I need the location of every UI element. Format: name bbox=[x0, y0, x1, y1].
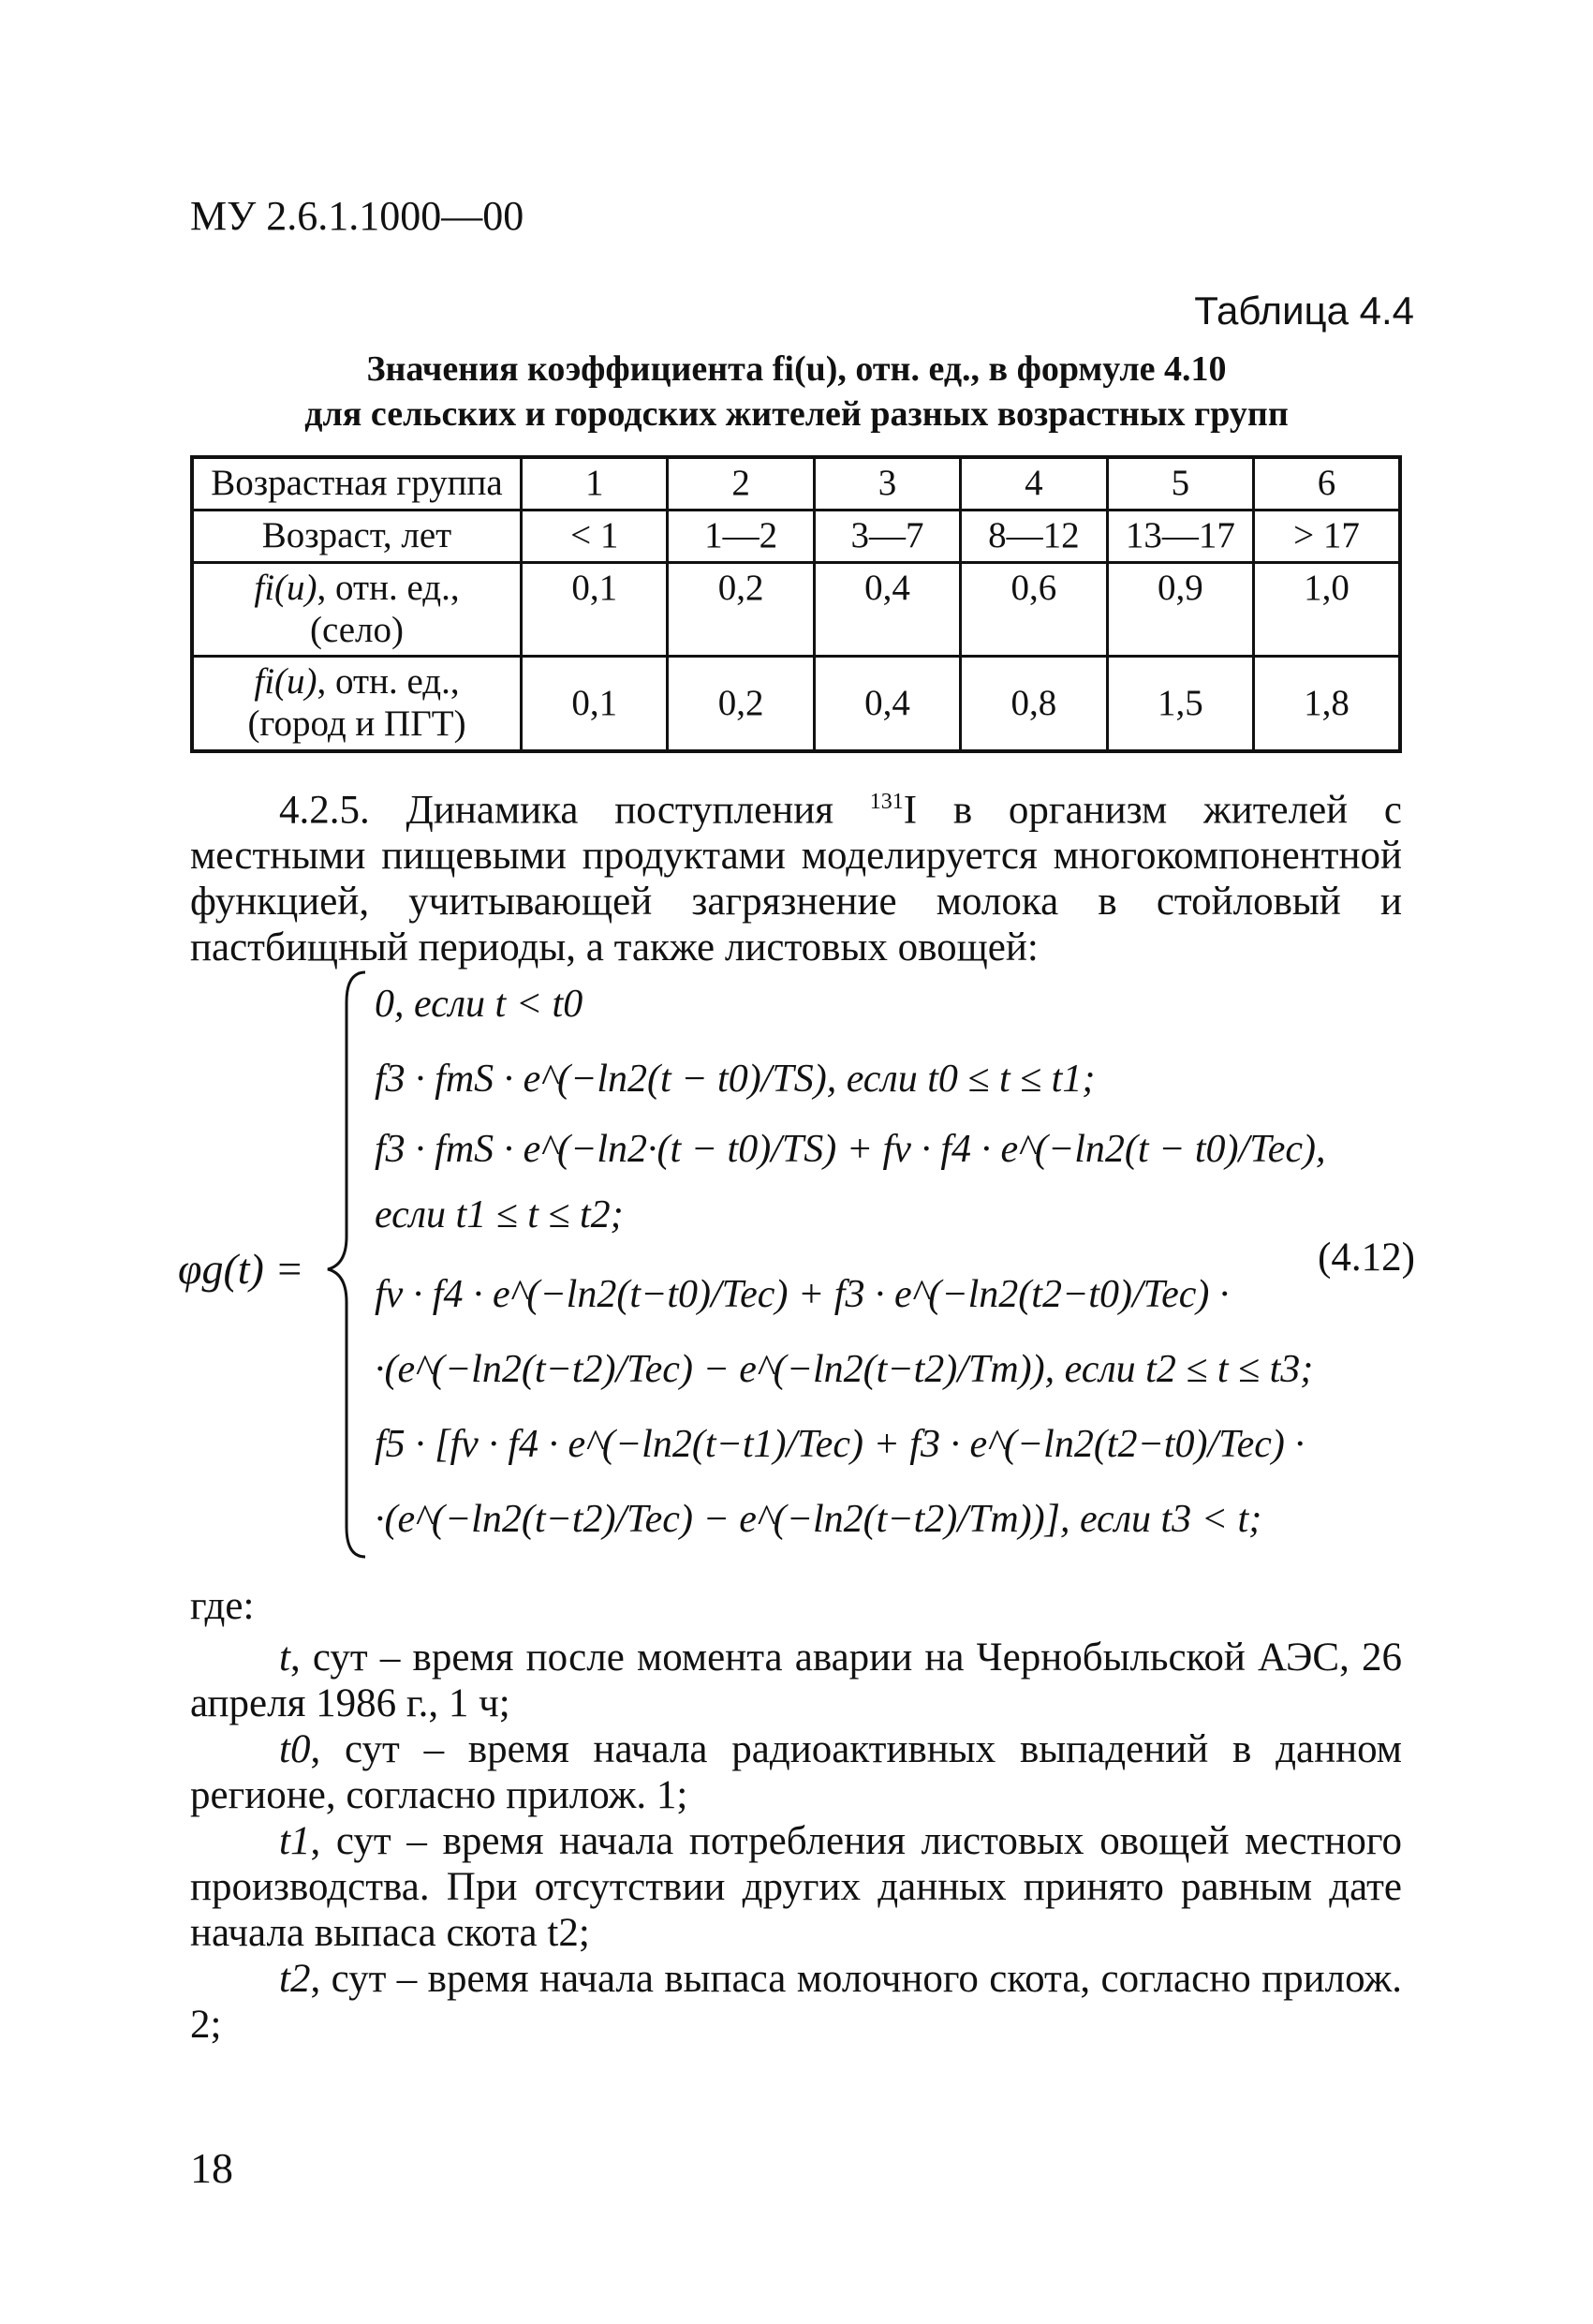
row-header-text: (город и ПГТ) bbox=[247, 703, 466, 745]
formula-lhs: φg(t) = bbox=[178, 1245, 304, 1293]
formula-line: f3 · fmS · e^(−ln2(t − t0)/TS), если t0 ≤ t ≤ t1; bbox=[375, 1058, 1096, 1101]
table-row bbox=[192, 657, 1400, 751]
isotope-symbol: I bbox=[903, 788, 918, 833]
table-row bbox=[192, 562, 1400, 657]
table-cell: 1,8 bbox=[1254, 657, 1400, 751]
where-label: где: bbox=[190, 1584, 255, 1628]
table-cell: < 1 bbox=[522, 510, 668, 562]
table-cell: 1,5 bbox=[1107, 657, 1253, 751]
formula-4-12 bbox=[178, 965, 1414, 1564]
definition-text: , сут – время начала радиоактивных выпадений в данном регионе, согласно прилож. 1; bbox=[190, 1727, 1402, 1817]
row-header-text: (село) bbox=[309, 609, 405, 650]
table-cell: 0,1 bbox=[522, 657, 668, 751]
row-header-symbol: fi(u) bbox=[254, 661, 317, 703]
definition-item bbox=[190, 1818, 1402, 1956]
table-cell: 5 bbox=[1107, 457, 1253, 510]
table-caption-line1: Значения коэффициента fi(u), отн. ед., в формуле 4.10 bbox=[366, 349, 1227, 389]
row-header bbox=[192, 657, 522, 751]
table-cell: 1,0 bbox=[1254, 562, 1400, 657]
formula-line: ·(e^(−ln2(t−t2)/Tec) − e^(−ln2(t−t2)/Tm)), если t2 ≤ t ≤ t3; bbox=[375, 1348, 1314, 1391]
table-cell: 0,1 bbox=[522, 562, 668, 657]
table-label: Таблица 4.4 bbox=[1194, 289, 1414, 333]
equation-number: (4.12) bbox=[1318, 1236, 1415, 1280]
definition-item bbox=[190, 1726, 1402, 1818]
section-text: в организм жителей с местными пищевыми продуктами моделируется многокомпонентной функцией, учитывающей загрязнение молока в стойловый и пастбищный периоды, а также листовых овощей: bbox=[190, 788, 1403, 970]
definition-text: , сут – время начала потребления листовых овощей местного производства. При отсутствии других данных принято равным дате начала выпаса скота t2; bbox=[190, 1819, 1402, 1955]
document-code: МУ 2.6.1.1000—00 bbox=[190, 193, 524, 239]
row-header: Возраст, лет bbox=[192, 510, 522, 562]
table-cell: 1—2 bbox=[668, 510, 814, 562]
table-cell: 3—7 bbox=[814, 510, 960, 562]
section-number: 4.2.5. bbox=[279, 788, 370, 833]
table-cell: 0,6 bbox=[961, 562, 1107, 657]
row-header bbox=[192, 562, 522, 657]
formula-brace bbox=[328, 972, 365, 1557]
table-cell: 0,4 bbox=[814, 657, 960, 751]
page-number: 18 bbox=[190, 2144, 233, 2192]
definition-symbol: t0 bbox=[279, 1727, 311, 1771]
coefficient-table bbox=[190, 455, 1402, 753]
row-header: Возрастная группа bbox=[192, 457, 522, 510]
row-header-text: , отн. ед., bbox=[317, 661, 460, 703]
table-cell: 6 bbox=[1254, 457, 1400, 510]
definition-item bbox=[190, 1956, 1402, 2048]
formula-line: 0, если t < t0 bbox=[375, 983, 583, 1026]
formula-line: fv · f4 · e^(−ln2(t−t0)/Tec) + f3 · e^(−ln2(t2−t0)/Tec) · bbox=[375, 1273, 1230, 1316]
table-cell: 1 bbox=[522, 457, 668, 510]
table-cell: 0,4 bbox=[814, 562, 960, 657]
formula-line: если t1 ≤ t ≤ t2; bbox=[375, 1193, 624, 1236]
table-cell: 13—17 bbox=[1107, 510, 1253, 562]
definition-text: , сут – время начала выпаса молочного скота, согласно прилож. 2; bbox=[190, 1957, 1402, 2047]
isotope-mass: 131 bbox=[869, 790, 904, 814]
table-cell: 0,2 bbox=[668, 657, 814, 751]
table-cell: 2 bbox=[668, 457, 814, 510]
section-paragraph bbox=[190, 779, 1402, 970]
table-row bbox=[192, 510, 1400, 562]
formula-line: ·(e^(−ln2(t−t2)/Tec) − e^(−ln2(t−t2)/Tm))], если t3 < t; bbox=[375, 1498, 1262, 1541]
table-cell: 0,2 bbox=[668, 562, 814, 657]
formula-line: f5 · [fv · f4 · e^(−ln2(t−t1)/Tec) + f3 · e^(−ln2(t2−t0)/Tec) · bbox=[375, 1423, 1305, 1466]
table-cell: 0,8 bbox=[961, 657, 1107, 751]
table-cell: 4 bbox=[961, 457, 1107, 510]
table-cell: 3 bbox=[814, 457, 960, 510]
table-cell: 8—12 bbox=[961, 510, 1107, 562]
formula-line: f3 · fmS · e^(−ln2·(t − t0)/TS) + fv · f4 · e^(−ln2(t − t0)/Tec), bbox=[375, 1128, 1326, 1171]
table-cell: > 17 bbox=[1254, 510, 1400, 562]
definition-symbol: t1 bbox=[279, 1819, 311, 1863]
table-row bbox=[192, 457, 1400, 510]
row-header-text: , отн. ед., bbox=[317, 567, 460, 608]
table-caption-line2: для сельских и городских жителей разных возрастных групп bbox=[304, 394, 1289, 434]
definition-item bbox=[190, 1635, 1402, 1726]
definition-symbol: t2 bbox=[279, 1957, 311, 2001]
definition-symbol: t bbox=[279, 1636, 290, 1680]
definition-text: , сут – время после момента аварии на Чернобыльской АЭС, 26 апреля 1986 г., 1 ч; bbox=[190, 1636, 1402, 1725]
table-cell: 0,9 bbox=[1107, 562, 1253, 657]
section-text: Динамика поступления bbox=[406, 788, 834, 833]
row-header-symbol: fi(u) bbox=[254, 567, 317, 608]
